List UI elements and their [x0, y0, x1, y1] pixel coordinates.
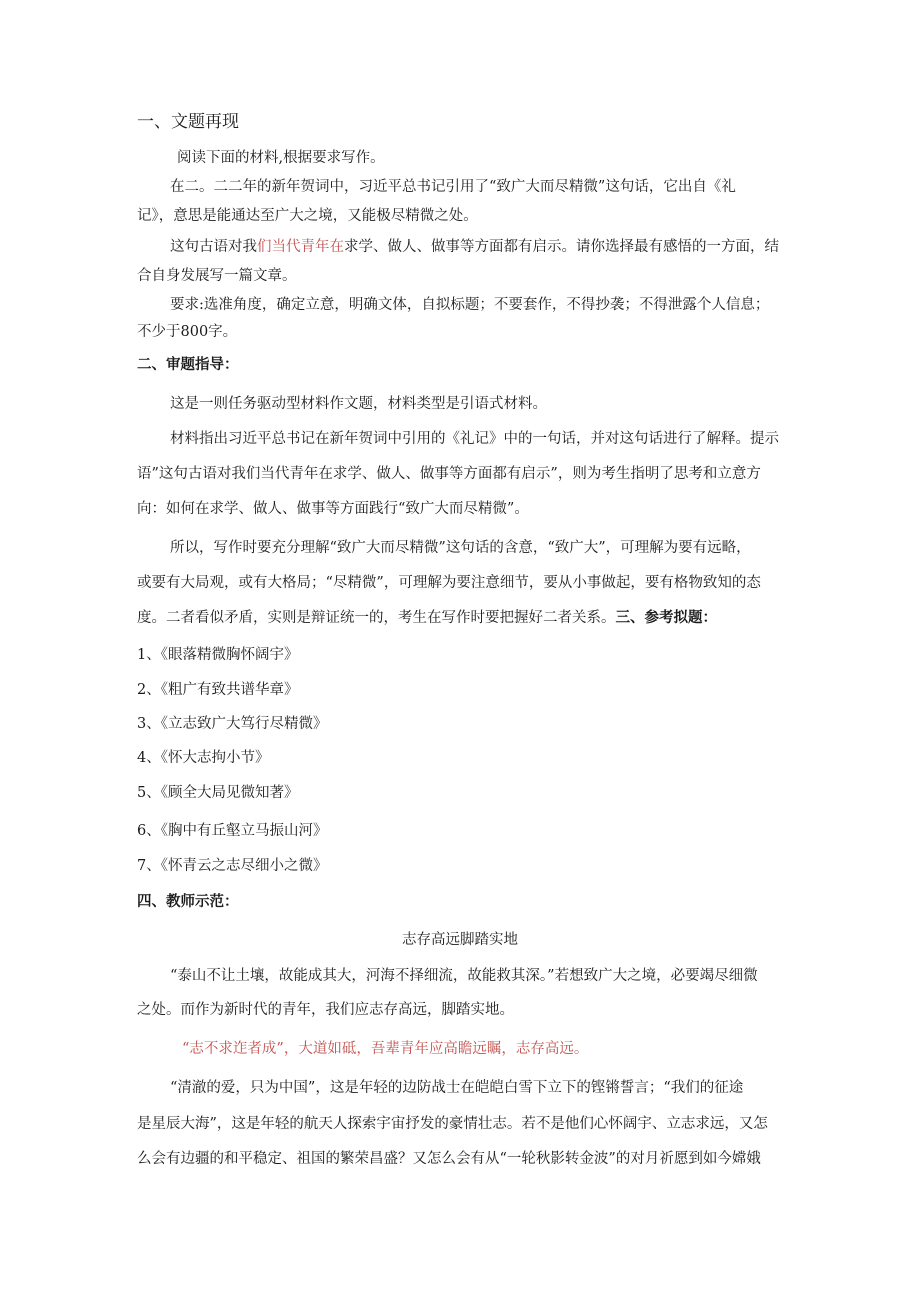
s2-paragraph-3b: 或要有大局观，或有大格局；“尽精微”，可理解为要注意细节，要从小事做起，要有格物致知的态: [137, 575, 761, 591]
s1-paragraph-4a: 要求:选准角度，确定立意，明确文体，自拟标题；不要套作，不得抄袭；不得泄露个人信息；: [170, 297, 770, 313]
s1-p3a-part1: 这句古语对我: [170, 239, 257, 255]
title-list-item: 6、《胸中有丘壑立马振山河》: [137, 823, 328, 839]
title-list-item: 2、《粗广有致共谱华章》: [137, 682, 299, 698]
s2-paragraph-1: 这是一则任务驱动型材料作文题，材料类型是引语式材料。: [170, 396, 547, 412]
title-list-item: 7、《怀青云之志尽细小之微》: [137, 858, 328, 874]
s2-p3c-text: 度。二者看似矛盾，实则是辩证统一的，考生在写作时要把握好二者关系。: [137, 610, 616, 626]
s1-paragraph-2a: 在二。二二年的新年贺词中，习近平总书记引用了“致广大而尽精微”这句话，它出自《礼: [170, 179, 736, 195]
s2-paragraph-2c: 向：如何在求学、做人、做事等方面践行“致广大而尽精微”。: [137, 501, 529, 517]
s1-p3a-part2: 求学、做人、做事等方面都有启示。请你选择最有感悟的一方面，结: [344, 239, 779, 255]
s2-paragraph-3a: 所以，写作时要充分理解“致广大而尽精微”这句话的含意，“致广大”，可理解为要有远略，: [170, 540, 751, 556]
section-3-heading: 三、参考拟题：: [615, 609, 717, 626]
s1-p3a-highlight: 们当代青年在: [257, 239, 344, 255]
s1-paragraph-2b: 记》，意思是能通达至广大之境，又能极尽精微之处。: [137, 208, 478, 224]
essay-red-quote: “志不求迮者成”，大道如砥，吾辈青年应高瞻远瞩，志存高远。: [182, 1041, 589, 1057]
section-4-heading: 四、教师示范：: [137, 893, 239, 910]
section-2-heading: 二、审题指导：: [137, 356, 239, 373]
section-1-heading: 一、文题再现: [137, 112, 239, 132]
s2-paragraph-2b: 语”这句古语对我们当代青年在求学、做人、做事等方面都有启示”，则为考生指明了思考和立意方: [137, 466, 761, 482]
title-list-item: 1、《眼落精微胸怀阔宇》: [137, 647, 299, 663]
essay-paragraph-3c: 么会有边疆的和平稳定、祖国的繁荣昌盛？又怎么会有从“一轮秋影转金波”的对月祈愿到如今嫦娥: [137, 1151, 761, 1167]
title-list-item: 3、《立志致广大笃行尽精微》: [137, 716, 328, 732]
essay-paragraph-1a: “泰山不让土壤，故能成其大，河海不择细流，故能救其深。”若想致广大之境，必要竭尽细微: [170, 968, 758, 984]
s1-paragraph-4b: 不少于800字。: [137, 324, 238, 340]
s2-paragraph-2a: 材料指出习近平总书记在新年贺词中引用的《礼记》中的一句话，并对这句话进行了解释。提示: [170, 431, 779, 447]
essay-title: 志存高远脚踏实地: [402, 932, 518, 948]
s1-paragraph-1: 阅读下面的材料,根据要求写作。: [177, 150, 385, 166]
title-list-item: 5、《顾全大局见微知著》: [137, 785, 299, 801]
essay-paragraph-3a: “清澈的爱，只为中国”，这是年轻的边防战士在皑皑白雪下立下的铿锵誓言；“我们的征途: [170, 1080, 744, 1096]
s1-paragraph-3a: [170, 237, 779, 257]
s2-paragraph-3c: [137, 608, 717, 628]
title-list-item: 4、《怀大志拘小节》: [137, 750, 270, 766]
s1-paragraph-3b: 合自身发展写一篇文章。: [137, 268, 297, 284]
essay-paragraph-3b: 是星辰大海”，这是年轻的航天人探索宇宙抒发的豪情壮志。若不是他们心怀阔宇、立志求远，又怎: [137, 1116, 768, 1132]
essay-paragraph-1b: 之处。而作为新时代的青年，我们应志存高远，脚踏实地。: [137, 1002, 514, 1018]
